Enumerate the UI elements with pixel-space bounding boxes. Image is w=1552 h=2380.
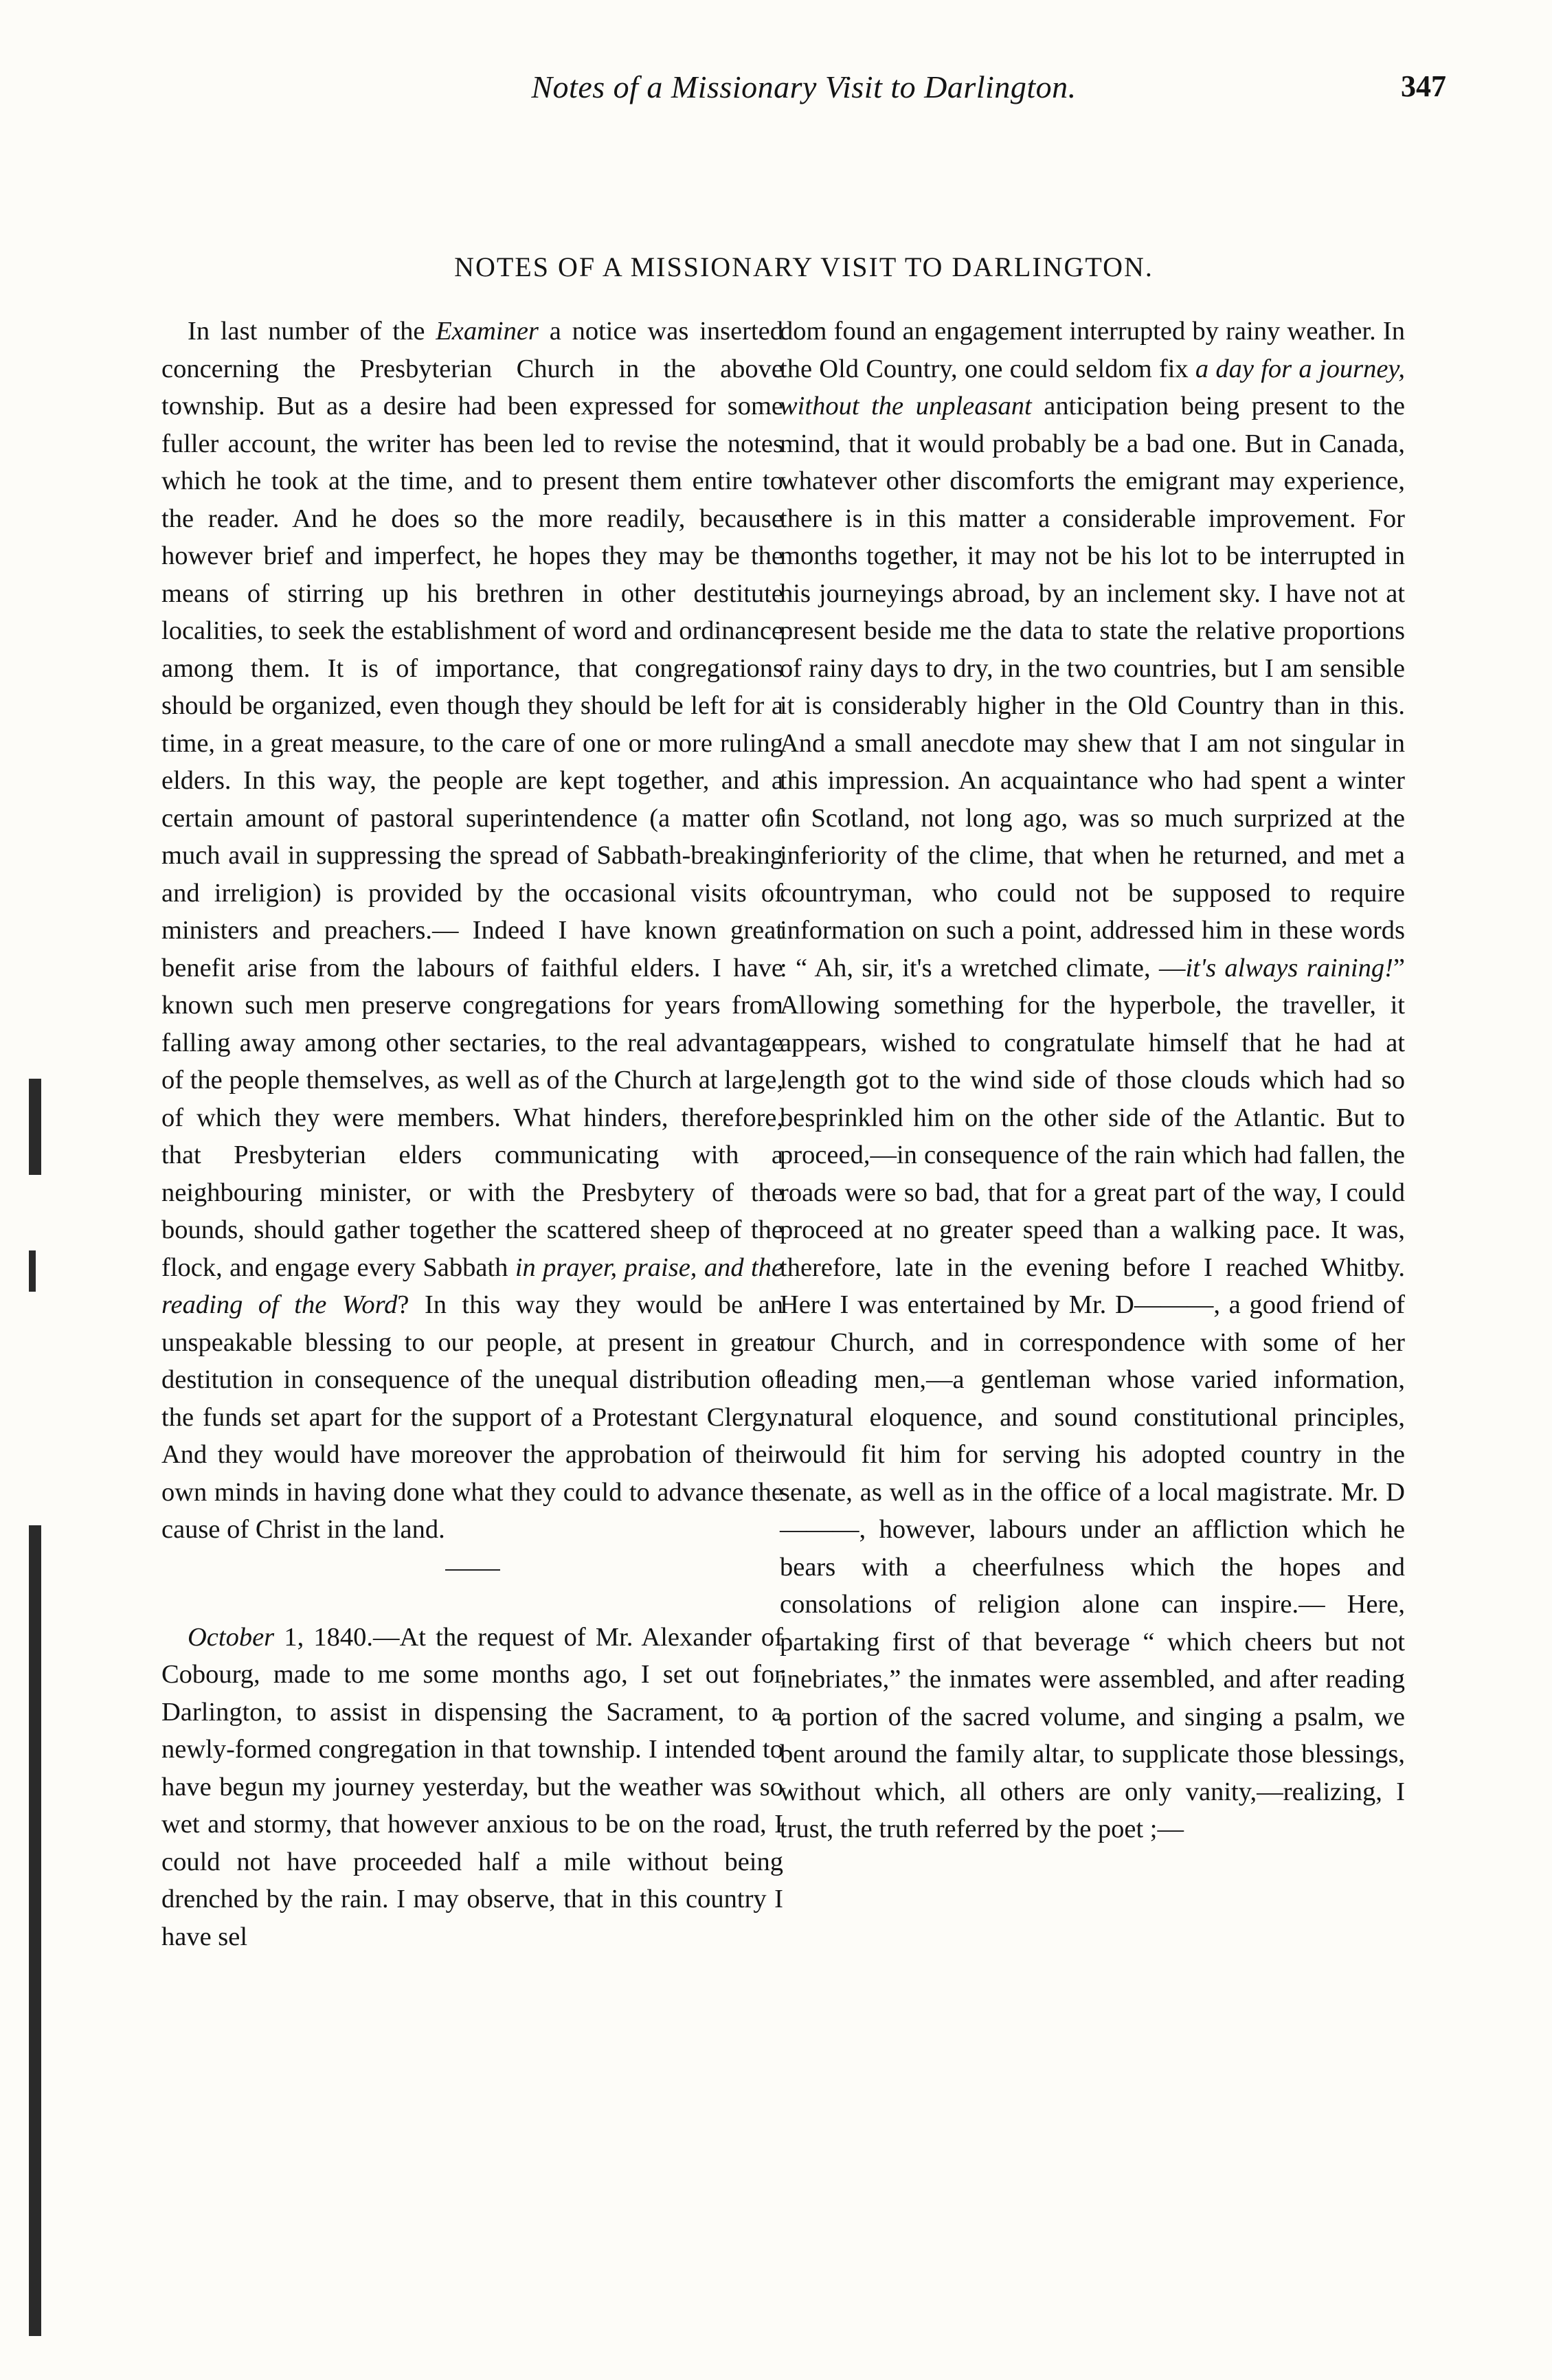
text-run: dom found an engagement interrupted by rainy weather. In the Old Country, one could seldom fix <box>780 317 1405 383</box>
text-run-italic: in prayer, praise, and the reading of the Word <box>161 1253 783 1319</box>
running-title: Notes of a Missionary Visit to Darlington. <box>531 69 1077 104</box>
text-run: 1, 1840.—At the request of Mr. Alexander of Cobourg, made to me some months ago, I set out for Darlington, to assist in dispensing the Sacrament, to a newly-formed congregation in that township. I intended to have begun my journey yesterday, but the weather was so wet and stormy, that however anxious to be on the road, I could not have proceeded half a mile without being drenched by the rain. I may observe, that in this country I have sel <box>161 1622 783 1951</box>
scan-edge-mark <box>29 1525 41 2336</box>
text-run-italic: Examiner <box>436 317 539 346</box>
text-run-italic: a day for a journey, without the unpleasant <box>780 354 1405 420</box>
text-run: ” Allowing something for the hyperbole, the traveller, it appears, wished to congratulate himself that he had at length got to the wind side of those clouds which had so besprinkled him on the other side of the Atlantic. But to proceed,—in consequence of the rain which had fallen, the roads were so bad, that for a great part of the way, I could proceed at no greater speed than a walking pace. It was, therefore, late in the evening before I reached Whitby. Here I was entertained by Mr. D———, a good friend of our Church, and in correspondence with some of her leading men,—a gentleman whose varied information, natural eloquence, and sound constitutional principles, would fit him for serving his adopted country in the senate, as well as in the office of a local magistrate. Mr. D———, however, labours under an affliction which he bears with a cheerfulness which the hopes and consolations of religion alone can inspire.— Here, partaking first of that beverage “ which cheers but not inebriates,” the inmates were assembled, and after reading a portion of the sacred volume, and singing a psalm, we bent around the family altar, to supplicate those blessings, without which, all others are only vanity,—realizing, I trust, the truth referred by the poet ;— <box>780 953 1405 1843</box>
paragraph-journal-continued <box>780 313 1405 1848</box>
page-number: 347 <box>1401 69 1446 103</box>
text-column-right <box>780 313 1405 1848</box>
text-column-left <box>161 313 783 1955</box>
paragraph-journal-entry <box>161 1619 783 1956</box>
running-header <box>161 69 1446 124</box>
text-run-italic: it's always raining! <box>1185 953 1393 983</box>
text-run: ? In this way they would be an unspeakable blessing to our people, at present in great destitution in consequence of the unequal distribution of the funds set apart for the support of a Protestant Clergy. And they would have moreover the approbation of their own minds in having done what they could to advance the cause of Christ in the land. <box>161 1290 783 1544</box>
text-run: anticipation being present to the mind, that it would probably be a bad one. But in Canada, whatever other discomforts the emigrant may experience, there is in this matter a considerable improvement. For months together, it may not be his lot to be interrupted in his journeyings abroad, by an inclement sky. I have not at present beside me the data to state the relative proportions of rainy days to dry, in the two countries, but I am sensible it is considerably higher in the Old Country than in this. And a small anecdote may shew that I am not singular in this impression. An acquaintance who had spent a winter in Scotland, not long ago, was so much surprized at the inferiority of the clime, that when he returned, and met a countryman, who could not be supposed to require information on such a point, addressed him in these words : “ Ah, sir, it's a wretched climate, — <box>780 392 1405 983</box>
scan-edge-mark <box>29 1079 41 1175</box>
scan-edge-mark <box>29 1250 36 1292</box>
text-run: a notice was inserted concerning the Presbyterian Church in the above township. But as a desire had been expressed for some fuller account, the writer has been led to revise the notes which he took at the time, and to present them entire to the reader. And he does so the more readily, because however brief and imperfect, he hopes they may be the means of stirring up his brethren in other destitute localities, to seek the establishment of word and ordinance among them. It is of importance, that congregations should be organized, even though they should be left for a time, in a great measure, to the care of one or more ruling elders. In this way, the people are kept together, and a certain amount of pastoral superintendence (a matter of much avail in suppressing the spread of Sabbath-breaking and irreligion) is provided by the occasional visits of ministers and preachers.— Indeed I have known great benefit arise from the labours of faithful elders. I have known such men preserve congregations for years from falling away among other sectaries, to the real advantage of the people themselves, as well as of the Church at large, of which they were members. What hinders, therefore, that Presbyterian elders communicating with a neighbouring minister, or with the Presbytery of the bounds, should gather together the scattered sheep of the flock, and engage every Sabbath <box>161 317 784 1282</box>
paragraph-intro <box>161 313 783 1549</box>
section-divider <box>445 1569 500 1571</box>
text-run: In last number of the <box>188 317 436 346</box>
entry-date: October <box>188 1622 275 1652</box>
article-title: NOTES OF A MISSIONARY VISIT TO DARLINGTON. <box>454 251 1154 282</box>
